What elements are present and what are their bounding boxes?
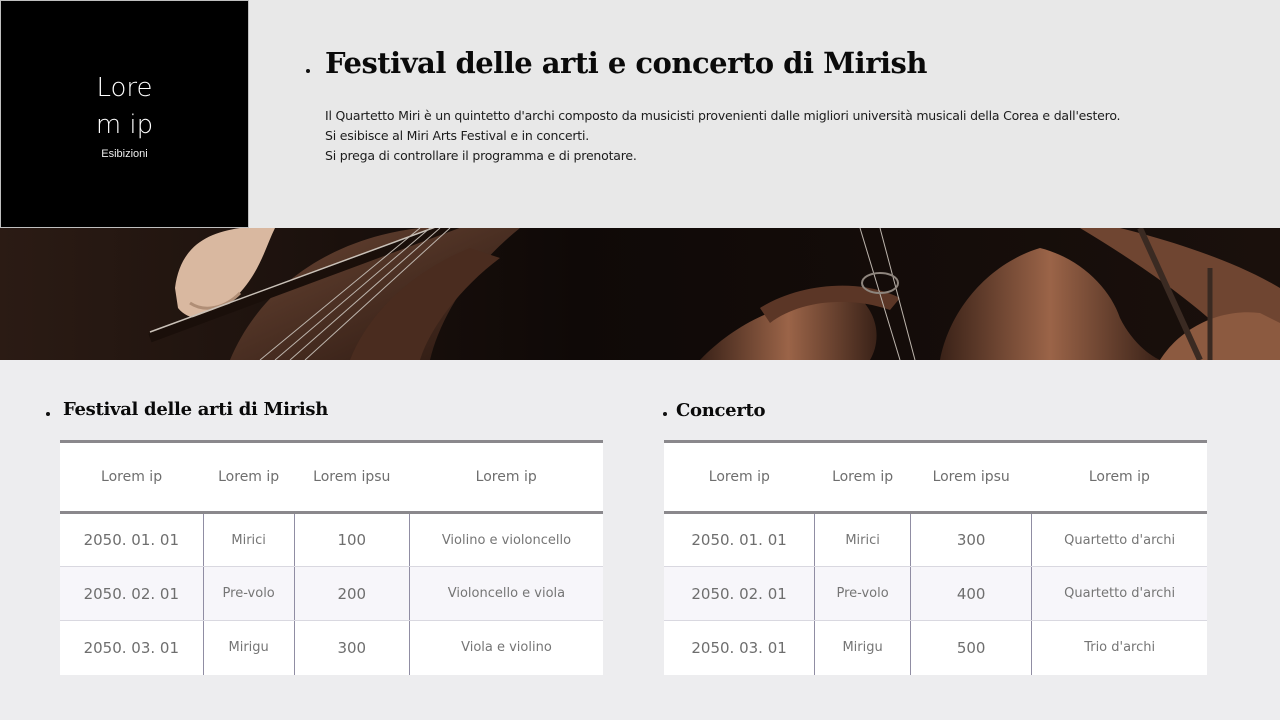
date-cell: 2050. 01. 01 <box>60 513 203 567</box>
table-row <box>664 567 1207 621</box>
instrument-cell: Viola e violino <box>461 640 552 656</box>
instrument-cell: Quartetto d'archi <box>1032 513 1207 567</box>
column-header: Lorem ipsu <box>294 442 409 513</box>
column-header: Lorem ip <box>664 442 815 513</box>
table-row <box>60 513 603 567</box>
page-title: Festival delle arti e concerto di Mirish <box>325 46 927 80</box>
festival-section-title: Festival delle arti di Mirish <box>63 399 329 420</box>
table-header-row <box>60 442 603 513</box>
table-row <box>60 567 603 621</box>
table-row <box>664 513 1207 567</box>
date-cell: 2050. 03. 01 <box>664 621 815 675</box>
date-cell: 2050. 03. 01 <box>60 621 203 675</box>
description-line: Il Quartetto Miri è un quintetto d'archi composto da musicisti provenienti dalle migliori università musicali della Corea e dall'estero. <box>325 108 1121 123</box>
instrument-cell: Trio d'archi <box>1084 640 1156 656</box>
table-header-row <box>664 442 1207 513</box>
festival-bullet-icon <box>46 412 50 416</box>
brand-name-line1: Lore <box>96 73 153 103</box>
name-cell: Pre-volo <box>203 567 294 621</box>
instrument-cell: Violoncello e viola <box>409 567 603 621</box>
page-description <box>325 106 1225 166</box>
name-cell: Mirigu <box>815 621 911 675</box>
festival-table <box>60 440 603 675</box>
table-row <box>664 621 1207 675</box>
number-cell: 500 <box>911 621 1032 675</box>
table-row <box>60 621 603 675</box>
date-cell: 2050. 01. 01 <box>664 513 815 567</box>
title-bullet-icon <box>306 69 310 73</box>
column-header: Lorem ip <box>203 442 294 513</box>
brand-logo-box <box>0 0 249 228</box>
column-header: Lorem ip <box>815 442 911 513</box>
concert-table <box>664 440 1207 675</box>
instrument-cell: Violino e violoncello <box>409 513 603 567</box>
date-cell: 2050. 02. 01 <box>664 567 815 621</box>
column-header: Lorem ip <box>409 442 603 513</box>
cello-banner-image <box>0 228 1280 360</box>
name-cell: Mirigu <box>203 621 294 675</box>
number-cell: 300 <box>294 621 409 675</box>
number-cell: 100 <box>294 513 409 567</box>
brand-subtitle: Esibizioni <box>101 148 148 160</box>
number-cell: 400 <box>911 567 1032 621</box>
column-header: Lorem ip <box>60 442 203 513</box>
column-header: Lorem ip <box>1032 442 1207 513</box>
description-line: Si esibisce al Miri Arts Festival e in concerti. <box>325 128 590 143</box>
date-cell: 2050. 02. 01 <box>60 567 203 621</box>
brand-name-line2: m ip <box>95 110 154 140</box>
column-header: Lorem ipsu <box>911 442 1032 513</box>
number-cell: 200 <box>294 567 409 621</box>
name-cell: Mirici <box>815 513 911 567</box>
name-cell: Pre-volo <box>815 567 911 621</box>
concert-bullet-icon <box>663 412 667 416</box>
instrument-cell: Quartetto d'archi <box>1032 567 1207 621</box>
concert-section-title: Concerto <box>676 400 766 421</box>
number-cell: 300 <box>911 513 1032 567</box>
description-line: Si prega di controllare il programma e di prenotare. <box>325 148 637 163</box>
name-cell: Mirici <box>203 513 294 567</box>
